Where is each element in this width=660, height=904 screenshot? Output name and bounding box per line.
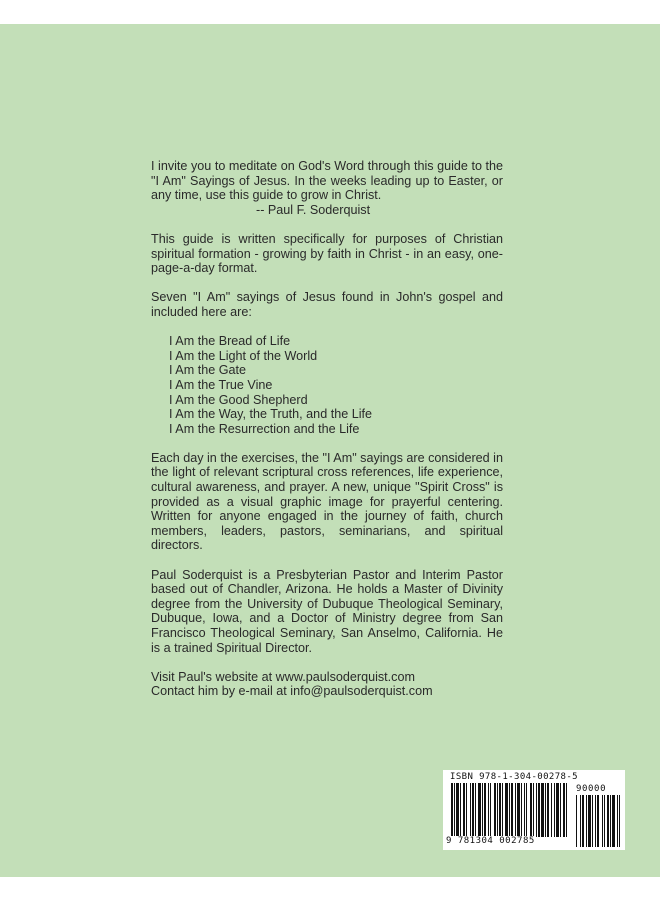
barcode-bar (521, 783, 522, 837)
barcode-bar (566, 783, 567, 837)
list-item: I Am the Resurrection and the Life (169, 421, 360, 436)
barcode-bar (517, 783, 520, 837)
addon-bar (586, 795, 587, 847)
list-item: I Am the Way, the Truth, and the Life (169, 407, 373, 422)
barcode-bar (536, 783, 537, 837)
email-line: Contact him by e-mail at info@paulsoderquist.com (151, 684, 433, 699)
barcode-number: 9 781304 002785 (446, 836, 535, 846)
barcode-bar (482, 783, 483, 837)
list-intro-paragraph: Seven "I Am" sayings of Jesus found in John's gospel and included here are: (151, 290, 503, 319)
barcode-bar (526, 783, 527, 837)
list-item: I Am the True Vine (169, 377, 273, 392)
barcode-bar (490, 783, 491, 837)
barcode-bar (524, 783, 525, 837)
barcode-bar (466, 783, 467, 837)
addon-bar (576, 795, 577, 847)
barcode-bar (505, 783, 508, 837)
barcode-bar (554, 783, 555, 837)
barcode-bar (497, 783, 498, 837)
addon-bar (582, 795, 584, 847)
barcode-bar (551, 783, 552, 837)
barcode-bar (545, 783, 546, 837)
invite-text: I invite you to meditate on God's Word through this guide to the "I Am" Sayings of Jesus. In the weeks leading up to Easter, or any time, use this guide to grow in Christ. (151, 159, 503, 203)
barcode-bar (451, 783, 453, 837)
barcode-bar (502, 783, 503, 837)
isbn-label: ISBN 978-1-304-00278-5 (450, 772, 579, 782)
addon-bar (604, 795, 605, 847)
addon-bar (610, 795, 611, 847)
barcode-bar (515, 783, 516, 837)
barcode-bar (494, 783, 496, 837)
list-item: I Am the Bread of Life (169, 334, 291, 349)
addon-bar (597, 795, 599, 847)
barcode-bar (463, 783, 465, 837)
contact-block (151, 670, 503, 699)
barcode-bar (454, 783, 455, 837)
bio-paragraph: Paul Soderquist is a Presbyterian Pastor and Interim Pastor based out of Chandler, Arizona. He holds a Master of Divinity degree from the University of Dubuque Theological Seminary, Dubuque, Iowa, and a Doctor of Ministry degree from San Francisco Theological Seminary, San Anselmo, California. He is a trained Spiritual Director. (151, 567, 503, 655)
barcode-bar (472, 783, 474, 837)
isbn-barcode (443, 770, 625, 850)
barcode-bar (456, 783, 459, 837)
barcode-bar (556, 783, 559, 837)
addon-bar (580, 795, 581, 847)
invite-paragraph (151, 159, 503, 217)
exercises-paragraph: Each day in the exercises, the "I Am" sayings are considered in the light of relevant scriptural cross references, life experience, cultural awareness, and prayer. A new, unique "Spirit Cross" is provided as a visual graphic image for prayerful centering. Written for anyone engaged in the journey of faith, church members, leaders, pastors, seminarians, and spiritual directors. (151, 450, 503, 553)
list-item: I Am the Good Shepherd (169, 392, 308, 407)
addon-bar (619, 795, 620, 847)
list-item: I Am the Light of the World (169, 348, 318, 363)
barcode-bar (511, 783, 513, 837)
barcode-bar (547, 783, 549, 837)
addon-bar (592, 795, 593, 847)
addon-bar (607, 795, 609, 847)
addon-bar (602, 795, 603, 847)
list-item: I Am the Gate (169, 363, 247, 378)
signature: -- Paul F. Soderquist (256, 202, 371, 217)
addon-bar (612, 795, 615, 847)
barcode-bar (484, 783, 486, 837)
barcode-bar (475, 783, 476, 837)
barcode-bar (530, 783, 532, 837)
barcode-bar (509, 783, 510, 837)
barcode-bar (533, 783, 534, 837)
barcode-bar (470, 783, 471, 837)
back-cover (0, 24, 660, 877)
addon-bar (595, 795, 596, 847)
barcode-bar (560, 783, 561, 837)
barcode-bar (478, 783, 481, 837)
addon-bar (588, 795, 591, 847)
purpose-paragraph: This guide is written specifically for purposes of Christian spiritual formation - growing by faith in Christ - in an easy, one-page-a-day format. (151, 231, 503, 276)
barcode-bar (488, 783, 489, 837)
barcode-bar (563, 783, 565, 837)
cover-text (151, 159, 503, 699)
website-line: Visit Paul's website at www.paulsoderquist.com (151, 669, 415, 684)
barcode-bar (460, 783, 461, 837)
barcode-bar (538, 783, 540, 837)
price-code: 90000 (576, 784, 607, 794)
barcode-bar (541, 783, 544, 837)
barcode-bar (499, 783, 501, 837)
addon-bar (617, 795, 618, 847)
sayings-list (151, 334, 503, 436)
